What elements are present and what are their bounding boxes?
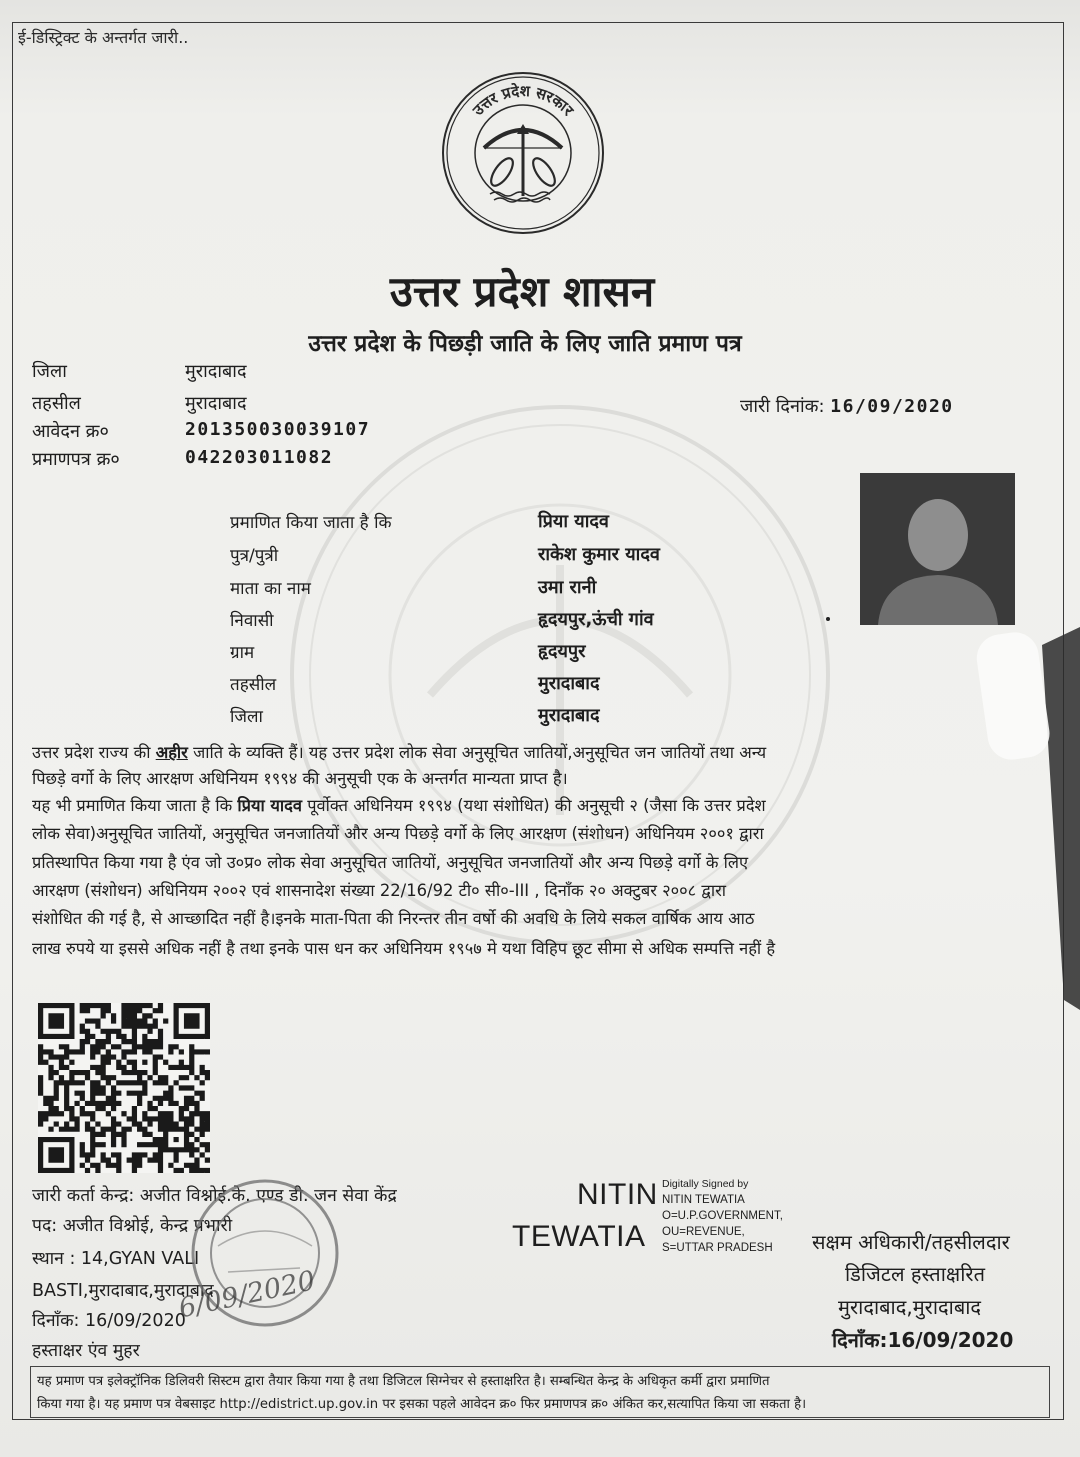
- officer-date: दिनाँक:16/09/2020: [832, 1328, 1014, 1352]
- emblem-text: उत्तर प्रदेश सरकार: [469, 81, 578, 120]
- ds-line-name: NITIN TEWATIA: [662, 1194, 745, 1206]
- detail-label-district: जिला: [230, 707, 263, 727]
- handwritten-date: 6/09/2020: [176, 1265, 318, 1325]
- meta-value-application-no: 201350030039107: [185, 419, 371, 440]
- meta-value-certificate-no: 042203011082: [185, 447, 334, 468]
- ds-line-state: S=UTTAR PRADESH: [662, 1242, 773, 1254]
- certificate-subtitle: उत्तर प्रदेश के पिछड़ी जाति के लिए जाति प्रमाण पत्र: [308, 331, 742, 357]
- page-title: उत्तर प्रदेश शासन: [389, 267, 655, 316]
- meta-label-district: जिला: [32, 361, 67, 382]
- issuer-place: स्थान : 14,GYAN VALI: [32, 1249, 200, 1269]
- issuer-place-city: BASTI,मुरादाबाद,मुरादाबाद: [32, 1281, 214, 1301]
- detail-label-certified: प्रमाणित किया जाता है कि: [230, 513, 392, 533]
- para2-line1-pre: यह भी प्रमाणित किया जाता है कि: [32, 796, 238, 815]
- detail-label-resident: निवासी: [230, 611, 274, 631]
- qr-code: [38, 1003, 210, 1173]
- footer-line2: किया गया है। यह प्रमाण पत्र वेबसाइट http://edistrict.up.gov.in पर इसका पहले आवेदन क्र० फिर प्रमाणपत्र क्र० अंकित कर,सत्यापित किया जा सकता है।: [37, 1397, 807, 1412]
- header-note: ई-डिस्ट्रिक्ट के अन्तर्गत जारी..: [18, 28, 189, 47]
- applicant-photo: [860, 473, 1015, 625]
- ds-line-ou: OU=REVENUE,: [662, 1226, 745, 1238]
- detail-label-parent: पुत्र/पुत्री: [230, 546, 279, 566]
- ds-line-org: O=U.P.GOVERNMENT,: [662, 1210, 783, 1222]
- para1-line1-post: जाति के व्यक्ति हैं। यह उत्तर प्रदेश लोक सेवा अनुसूचित जातियों,अनुसूचित जन जातियों तथा अन्य: [187, 743, 767, 762]
- meta-value-tehsil: मुरादाबाद: [185, 393, 247, 414]
- para1-line1: [32, 739, 1062, 766]
- officer-location: मुरादाबाद,मुरादाबाद: [838, 1295, 982, 1319]
- meta-label-certificate-no: प्रमाणपत्र क्र०: [32, 449, 120, 470]
- officer-designation: सक्षम अधिकारी/तहसीलदार: [812, 1230, 1010, 1254]
- issue-date-value: 16/09/2020: [830, 396, 954, 417]
- issuer-sign-label: हस्ताक्षर एंव मुहर: [32, 1341, 140, 1361]
- caste-name: अहीर: [155, 743, 188, 762]
- dot-mark: [826, 617, 830, 621]
- digital-signature-details: [662, 1176, 783, 1256]
- meta-label-application-no: आवेदन क्र०: [32, 421, 109, 442]
- para2-line1: [32, 792, 1062, 819]
- para1-line2: पिछड़े वर्गो के लिए आरक्षण अधिनियम १९९४ की अनुसूची एक के अन्तर्गत मान्यता प्राप्त है।: [32, 769, 568, 788]
- signer-first-name: NITIN: [577, 1178, 658, 1211]
- para2-line3: प्रतिस्थापित किया गया है एंव जो उ०प्र० लोक सेवा अनुसूचित जातियों, अनुसूचित जनजातियों और अन्य पिछड़े वर्गो के लिए: [32, 853, 749, 872]
- meta-value-district: मुरादाबाद: [185, 361, 247, 382]
- issuer-date: दिनाँक: 16/09/2020: [32, 1311, 186, 1331]
- detail-value-village: हृदयपुर: [538, 641, 586, 662]
- photo-placeholder-icon: [860, 473, 1015, 625]
- officer-signed: डिजिटल हस्ताक्षरित: [845, 1262, 985, 1286]
- meta-label-tehsil: तहसील: [32, 393, 81, 414]
- detail-value-parent: राकेश कुमार यादव: [538, 544, 660, 565]
- detail-value-name: प्रिया यादव: [538, 511, 609, 532]
- detail-value-district: मुरादाबाद: [538, 705, 600, 726]
- scan-edge-shadow: [960, 615, 1080, 1015]
- para1-line1-pre: उत्तर प्रदेश राज्य की: [32, 743, 156, 762]
- para2-applicant-name: प्रिया यादव: [237, 796, 302, 815]
- up-government-emblem: [440, 70, 606, 236]
- detail-value-resident: हृदयपुर,ऊंची गांव: [538, 609, 654, 630]
- para2-line1-post: पूर्वोक्त अधिनियम १९९४ (यथा संशोधित) की अनुसूची २ (जैसा कि उत्तर प्रदेश: [302, 796, 766, 815]
- ds-line-signed-by: Digitally Signed by: [662, 1178, 749, 1190]
- signer-last-name: TEWATIA: [512, 1220, 646, 1253]
- issuer-post: पद: अजीत विश्नोई, केन्द्र प्रभारी: [32, 1216, 233, 1236]
- para2-line4: आरक्षण (संशोधन) अधिनियम २००२ एवं शासनादेश संख्या 22/16/92 टी० सी०-III , दिनाँक २० अक्टुबर २००८ द्वारा: [32, 881, 727, 900]
- footer-note: [30, 1366, 1050, 1418]
- detail-label-village: ग्राम: [230, 643, 255, 663]
- para2-line6: लाख रुपये या इससे अधिक नहीं है तथा इनके पास धन कर अधिनियम १९५७ मे यथा विहिप छूट सीमा से अधिक सम्पत्ति नहीं है: [32, 939, 776, 958]
- detail-label-mother: माता का नाम: [230, 579, 311, 599]
- para2-line5: संशोधित की गई है, से आच्छादित नहीं है।इनके माता-पिता की निरन्तर तीन वर्षो की अवधि के लिये सकल वार्षिक आय आठ: [32, 909, 755, 928]
- issuer-center: जारी कर्ता केन्द्र: अजीत विश्नोई.के. एण्ड डी. जन सेवा केंद्र: [32, 1186, 397, 1206]
- para2-line2: लोक सेवा)अनुसूचित जातियों, अनुसूचित जनजातियों और अन्य पिछड़े वर्गो के लिए आरक्षण (संशोधन) अधिनियम २००१ द्वारा: [32, 824, 764, 843]
- footer-line1: यह प्रमाण पत्र इलेक्ट्रॉनिक डिलिवरी सिस्टम द्वारा तैयार किया गया है तथा डिजिटल सिग्नेचर से हस्ताक्षरित है। सम्बन्धित केन्द्र के अधिकृत कर्मी द्वारा प्रमाणित: [37, 1374, 770, 1389]
- detail-value-mother: उमा रानी: [538, 577, 597, 598]
- issue-date-label: जारी दिनांक:: [740, 396, 825, 417]
- detail-label-tehsil: तहसील: [230, 675, 277, 695]
- issue-date: [740, 394, 954, 418]
- detail-value-tehsil: मुरादाबाद: [538, 673, 600, 694]
